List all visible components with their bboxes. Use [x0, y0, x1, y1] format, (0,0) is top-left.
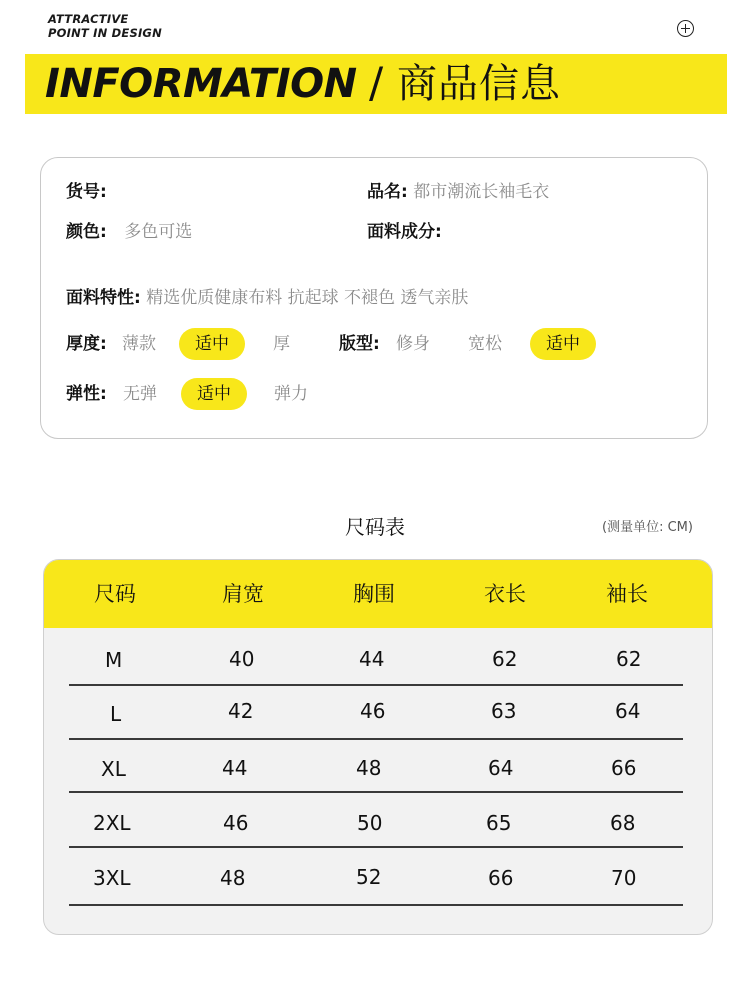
- banner-title-en: INFORMATION: [45, 61, 357, 107]
- name-label: 品名:: [367, 182, 408, 202]
- size-table: [43, 559, 713, 935]
- table-cell: 68: [610, 811, 636, 835]
- table-cell: 48: [220, 866, 246, 890]
- table-cell: 64: [488, 756, 514, 780]
- item-no-row: [66, 180, 107, 204]
- table-cell: 2XL: [93, 811, 131, 835]
- elasticity-option-stretch[interactable]: 弹力: [274, 384, 308, 404]
- table-cell: M: [105, 648, 123, 672]
- row-divider: [69, 738, 683, 740]
- banner-title-cn: 商品信息: [397, 61, 561, 107]
- thickness-option-thick[interactable]: 厚: [273, 334, 290, 354]
- header-shoulder: 肩宽: [222, 582, 264, 606]
- table-cell: 66: [488, 866, 514, 890]
- elasticity-option-medium[interactable]: 适中: [181, 378, 247, 410]
- thickness-label: 厚度:: [66, 334, 107, 354]
- plus-circle-icon[interactable]: [677, 20, 694, 37]
- table-cell: 66: [611, 756, 637, 780]
- header-size: 尺码: [94, 582, 136, 606]
- header-sleeve: 袖长: [606, 582, 648, 606]
- table-cell: 62: [492, 647, 518, 671]
- thickness-option-medium[interactable]: 适中: [179, 328, 245, 360]
- color-label: 颜色:: [66, 222, 107, 242]
- info-banner: [25, 54, 727, 114]
- thickness-label-wrap: [66, 332, 107, 356]
- table-cell: 70: [611, 866, 637, 890]
- table-cell: XL: [101, 757, 126, 781]
- size-chart-title: 尺码表: [345, 515, 405, 539]
- fit-label-wrap: [339, 332, 380, 356]
- table-cell: 62: [616, 647, 642, 671]
- features-label: 面料特性:: [66, 288, 141, 308]
- table-cell: 52: [356, 865, 382, 889]
- features-row: [66, 286, 468, 310]
- row-divider: [69, 791, 683, 793]
- table-cell: 44: [359, 647, 385, 671]
- composition-label: 面料成分:: [367, 222, 442, 242]
- table-cell: 64: [615, 699, 641, 723]
- table-cell: 63: [491, 699, 517, 723]
- table-cell: 46: [223, 811, 249, 835]
- features-value: 精选优质健康布料 抗起球 不褪色 透气亲肤: [146, 288, 469, 308]
- elasticity-label: 弹性:: [66, 384, 107, 404]
- fit-option-loose[interactable]: 宽松: [468, 334, 502, 354]
- unit-note: (测量单位: CM): [602, 520, 693, 535]
- elasticity-label-wrap: [66, 382, 107, 406]
- header-length: 衣长: [484, 582, 526, 606]
- table-cell: 48: [356, 756, 382, 780]
- color-row: [66, 220, 192, 244]
- item-no-label: 货号:: [66, 182, 107, 202]
- tagline-line-1: ATTRACTIVE: [48, 12, 129, 26]
- size-table-header: [44, 560, 712, 628]
- name-row: [367, 180, 549, 204]
- table-cell: 42: [228, 699, 254, 723]
- table-cell: 3XL: [93, 866, 131, 890]
- table-cell: 40: [229, 647, 255, 671]
- fit-option-slim[interactable]: 修身: [396, 334, 430, 354]
- table-cell: 44: [222, 756, 248, 780]
- row-divider: [69, 684, 683, 686]
- banner-slash: /: [369, 58, 384, 107]
- fit-option-regular[interactable]: 适中: [530, 328, 596, 360]
- elasticity-option-none[interactable]: 无弹: [123, 384, 157, 404]
- tagline-line-2: POINT IN DESIGN: [48, 26, 162, 40]
- table-cell: 46: [360, 699, 386, 723]
- table-cell: 65: [486, 811, 512, 835]
- name-value: 都市潮流长袖毛衣: [413, 182, 550, 202]
- color-value: 多色可选: [124, 222, 193, 242]
- tagline: [48, 12, 162, 40]
- fit-label: 版型:: [339, 334, 380, 354]
- table-cell: L: [110, 702, 122, 726]
- thickness-option-thin[interactable]: 薄款: [122, 334, 156, 354]
- row-divider: [69, 904, 683, 906]
- table-cell: 50: [357, 811, 383, 835]
- row-divider: [69, 846, 683, 848]
- header-chest: 胸围: [353, 582, 395, 606]
- product-info-card: [40, 157, 708, 439]
- composition-row: [367, 220, 442, 244]
